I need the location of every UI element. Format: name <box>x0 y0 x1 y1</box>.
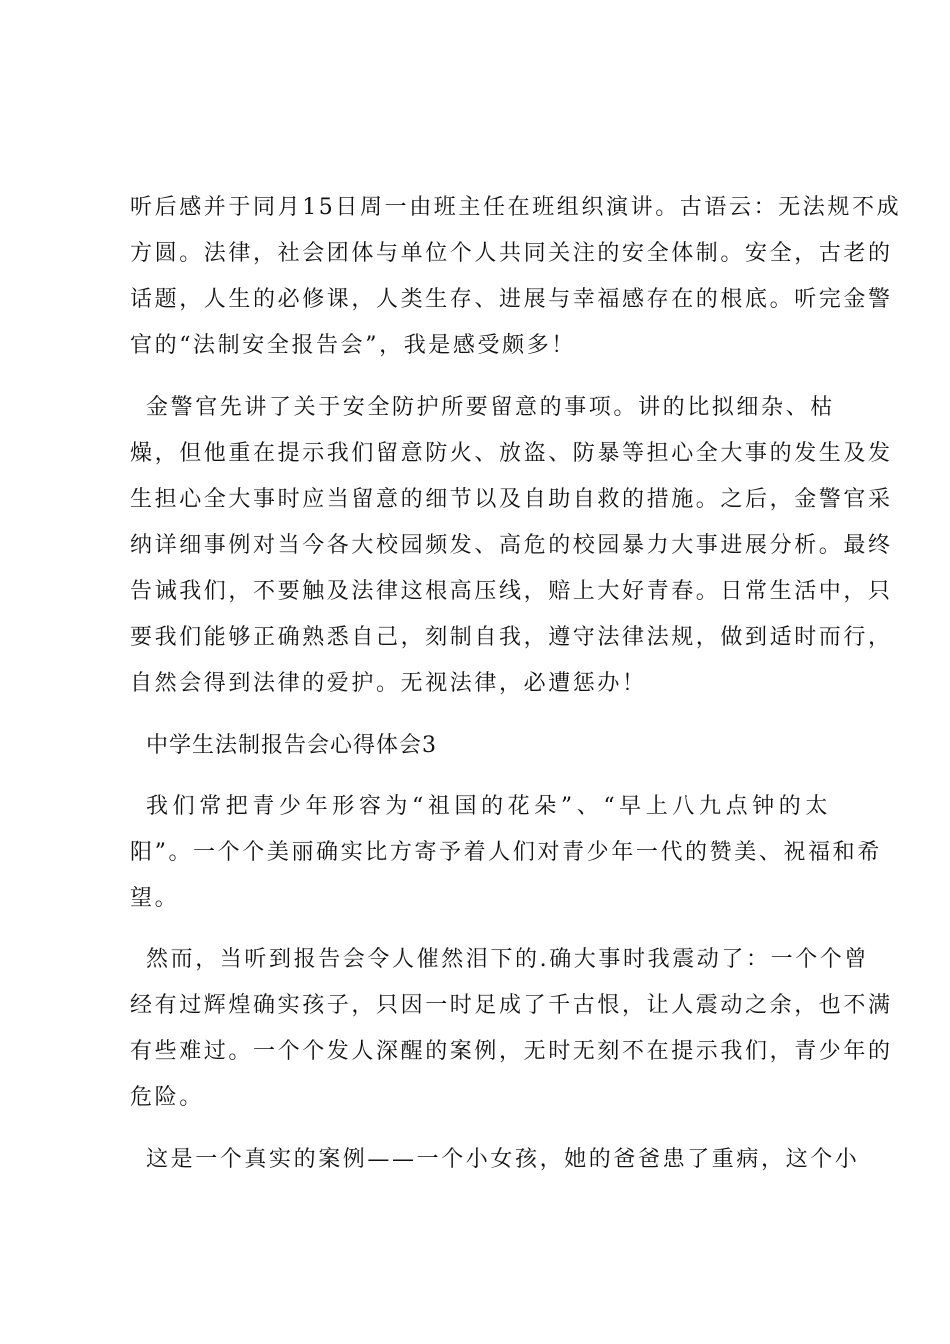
text-line-17: 经有过辉煌确实孩子，只因一时足成了千古恨，让人震动之余，也不满 <box>130 993 893 1018</box>
text-line-6: 燥，但他重在提示我们留意防火、放盗、防暴等担心全大事的发生及发 <box>130 441 893 466</box>
text-line-11: 自然会得到法律的爱护。无视法律，必遭惩办！ <box>130 671 647 696</box>
section-heading: 中学生法制报告会心得体会3 <box>146 733 437 758</box>
text-line-8: 纳详细事例对当今各大校园频发、高危的校园暴力大事进展分析。最终 <box>130 533 893 558</box>
text-line-9: 告诫我们，不要触及法律这根高压线，赔上大好青春。日常生活中，只 <box>130 579 893 604</box>
paragraph-start-line: 我们常把青少年形容为“祖国的花朵”、“早上八九点钟的太 <box>146 794 830 819</box>
paragraph-start-line: 这是一个真实的案例——一个小女孩，她的爸爸患了重病，这个小 <box>146 1147 860 1172</box>
paragraph-start-line: 金警官先讲了关于安全防护所要留意的事项。讲的比拟细杂、枯 <box>146 395 835 420</box>
text-line-1: 听后感并于同月15日周一由班主任在班组织演讲。古语云：无法规不成 <box>130 195 902 220</box>
paragraph-start-line: 然而，当听到报告会令人催然泪下的.确大事时我震动了：一个个曾 <box>146 947 869 972</box>
text-line-14: 阳”。一个个美丽确实比方寄予着人们对青少年一代的赞美、祝福和希 <box>130 840 882 865</box>
text-line-7: 生担心全大事时应当留意的细节以及自助自救的措施。之后，金警官采 <box>130 487 893 512</box>
text-line-10: 要我们能够正确熟悉自己，刻制自我，遵守法律法规，做到适时而行， <box>130 625 893 650</box>
text-line-15: 望。 <box>130 886 180 911</box>
text-line-19: 危险。 <box>130 1085 204 1110</box>
text-line-4: 官的“法制安全报告会”，我是感受颇多！ <box>130 333 576 358</box>
text-line-2: 方圆。法律，社会团体与单位个人共同关注的安全体制。安全，古老的 <box>130 241 893 266</box>
text-line-18: 有些难过。一个个发人深醒的案例，无时无刻不在提示我们，青少年的 <box>130 1039 893 1064</box>
text-line-3: 话题，人生的必修课，人类生存、进展与幸福感存在的根底。听完金警 <box>130 287 893 312</box>
